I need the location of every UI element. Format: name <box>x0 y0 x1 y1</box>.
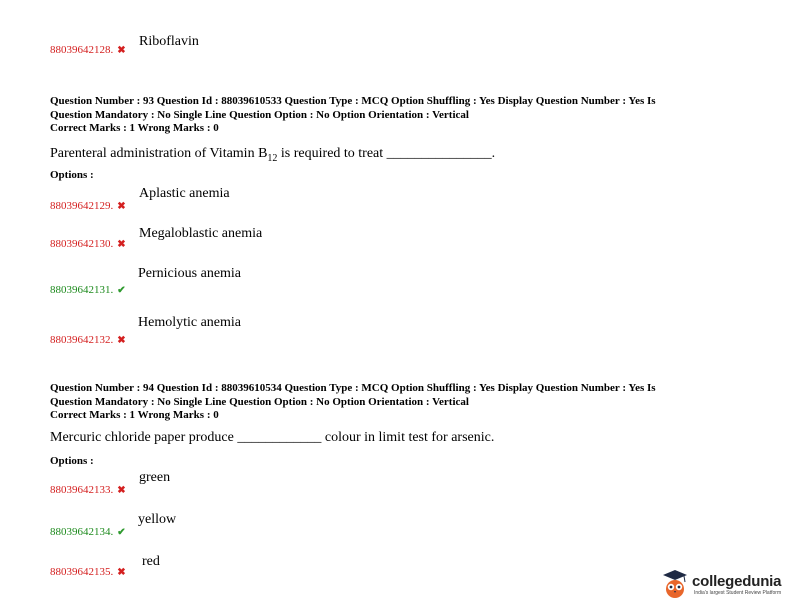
option-id: 88039642135. <box>50 566 114 578</box>
option-row <box>50 40 126 58</box>
question-meta-line: Question Number : 93 Question Id : 88039610533 Question Type : MCQ Option Shuffling : Yes Display Question Number : Yes Is <box>50 95 656 107</box>
option-id: 88039642131. <box>50 284 114 296</box>
check-icon: ✔ <box>117 285 126 296</box>
cross-icon: ✖ <box>117 335 126 346</box>
question-meta <box>50 95 656 136</box>
question-meta-line: Question Mandatory : No Single Line Question Option : No Option Orientation : Vertical <box>50 395 469 408</box>
option-text: Megaloblastic anemia <box>139 226 263 241</box>
option-id: 88039642133. <box>50 484 114 496</box>
check-icon: ✔ <box>117 527 126 538</box>
option-text: Pernicious anemia <box>138 266 242 281</box>
question-text-subscript: 12 <box>267 152 278 164</box>
option-row <box>50 480 126 498</box>
option-text: Aplastic anemia <box>139 186 230 201</box>
option-text: green <box>139 470 171 485</box>
option-text: yellow <box>138 512 177 527</box>
question-meta-line: Question Mandatory : No Single Line Question Option : No Option Orientation : Vertical <box>50 108 469 121</box>
option-id: 88039642128. <box>50 44 114 56</box>
option-text: Hemolytic anemia <box>138 315 242 330</box>
cross-icon: ✖ <box>117 201 126 212</box>
cross-icon: ✖ <box>117 485 126 496</box>
option-id: 88039642130. <box>50 238 114 250</box>
question-text-part: Parenteral administration of Vitamin B <box>50 146 268 161</box>
brand-tagline: India's largest Student Review Platform <box>694 590 782 596</box>
option-row <box>50 562 126 580</box>
cross-icon: ✖ <box>117 567 126 578</box>
options-label: Options : <box>50 455 94 467</box>
graduate-owl-icon <box>660 568 690 600</box>
option-row <box>50 280 126 298</box>
brand-logo <box>660 568 784 602</box>
question-marks: Correct Marks : 1 Wrong Marks : 0 <box>50 409 219 421</box>
option-row <box>50 330 126 348</box>
option-id: 88039642129. <box>50 200 114 212</box>
option-id: 88039642134. <box>50 526 114 538</box>
question-meta-line: Question Number : 94 Question Id : 88039610534 Question Type : MCQ Option Shuffling : Yes Display Question Number : Yes Is <box>50 382 656 394</box>
cross-icon: ✖ <box>117 239 126 250</box>
question-text: Mercuric chloride paper produce ____________ colour in limit test for arsenic. <box>50 430 495 445</box>
option-row <box>50 196 126 214</box>
cross-icon: ✖ <box>117 45 126 56</box>
question-text-part: is required to treat _______________. <box>277 146 496 161</box>
option-text: red <box>142 554 160 569</box>
option-row <box>50 234 126 252</box>
option-row <box>50 522 126 540</box>
option-id: 88039642132. <box>50 334 114 346</box>
question-marks: Correct Marks : 1 Wrong Marks : 0 <box>50 122 219 134</box>
question-text <box>50 146 495 164</box>
options-label: Options : <box>50 169 94 181</box>
brand-name: collegedunia <box>692 573 782 590</box>
option-text: Riboflavin <box>139 34 199 49</box>
question-meta <box>50 382 656 423</box>
